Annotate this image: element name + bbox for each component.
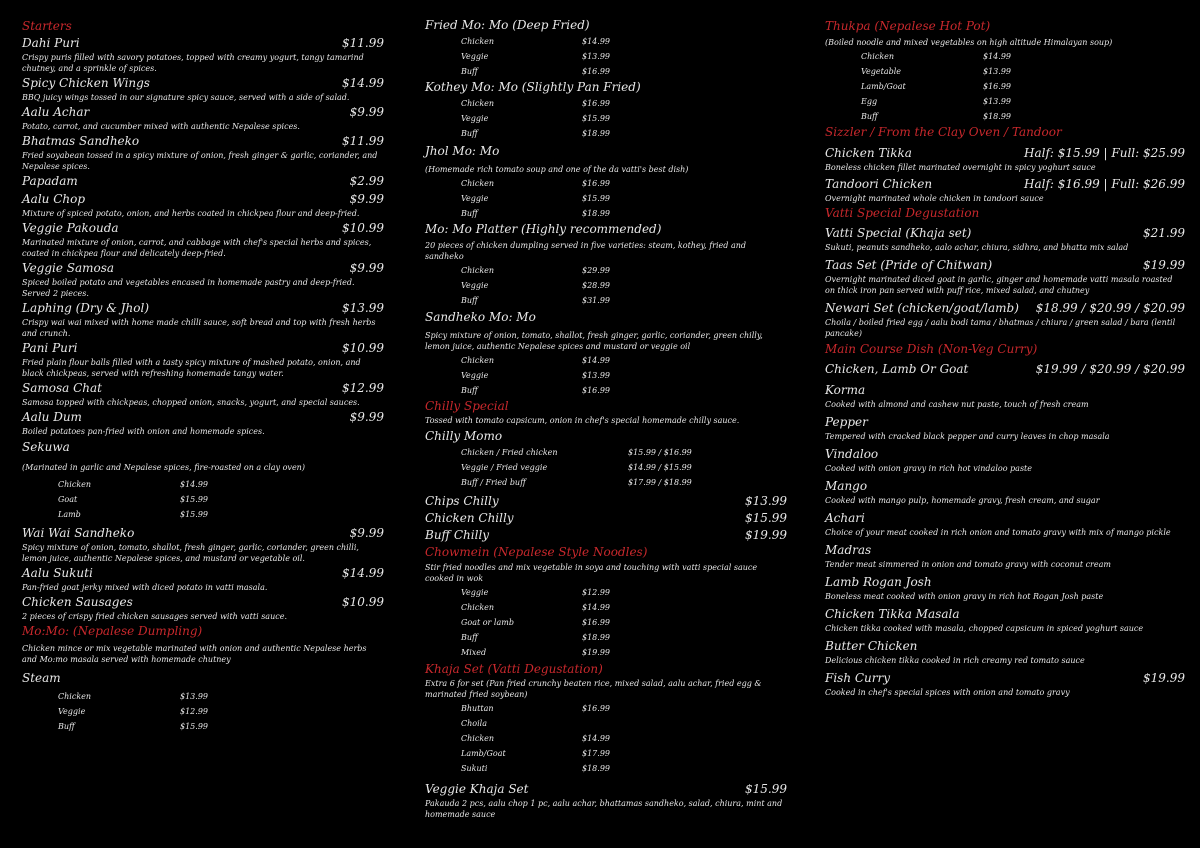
item-description: (Boiled noodle and mixed vegetables on high altitude Himalayan soup) xyxy=(825,38,1113,47)
sub-item-name: Veggie xyxy=(461,281,489,290)
item-price: $11.99 xyxy=(342,36,384,50)
section-heading: Khaja Set (Vatti Degustation) xyxy=(425,662,603,676)
menu-item xyxy=(825,606,1185,623)
sub-item-row xyxy=(425,746,787,761)
sub-item-price: $15.99 / $16.99 xyxy=(628,448,692,457)
sub-item-price: $12.99 xyxy=(582,588,610,597)
item-description: Spicy mixture of onion, tomato, shallot, fresh ginger, garlic, coriander, green chilli, lemon juice, authentic Nepalese spices, and mustard or vegetable oil. xyxy=(22,543,359,563)
sub-item-row xyxy=(22,507,384,522)
sub-item-name: Buff xyxy=(461,633,478,642)
sub-item-price: $16.99 xyxy=(582,704,610,713)
item-description: Cooked with mango pulp, homemade gravy, fresh cream, and sugar xyxy=(825,496,1100,505)
item-price: Half: $16.99 | Full: $26.99 xyxy=(1024,177,1185,191)
sub-item-price: $18.99 xyxy=(582,129,610,138)
item-description: Pan-fried goat jerky mixed with diced potato in vatti masala. xyxy=(22,583,268,592)
sub-item-price: $16.99 xyxy=(582,179,610,188)
sub-item-price: $13.99 xyxy=(180,692,208,701)
menu-item xyxy=(825,542,1185,559)
sub-item-price: $16.99 xyxy=(582,386,610,395)
item-description: Crispy wai wai mixed with home made chilli sauce, soft bread and top with fresh herbs and crunch. xyxy=(22,318,376,338)
menu-item xyxy=(825,225,1185,242)
sub-item-name: Buff xyxy=(461,296,478,305)
item-name: Taas Set (Pride of Chitwan) xyxy=(825,258,993,272)
sub-item-name: Chicken / Fried chicken xyxy=(461,448,558,457)
item-name: Achari xyxy=(825,511,865,525)
section-heading: Mo:Mo: (Nepalese Dumpling) xyxy=(22,624,203,638)
item-name: Bhatmas Sandheko xyxy=(22,134,140,148)
item-name: Tandoori Chicken xyxy=(825,177,933,191)
sub-item-name: Chicken xyxy=(461,734,495,743)
menu-item xyxy=(425,510,787,527)
menu-item xyxy=(22,260,384,277)
sub-item-name: Buff xyxy=(461,67,478,76)
item-name: Wai Wai Sandheko xyxy=(22,526,135,540)
sub-item-row xyxy=(425,191,787,206)
menu-item xyxy=(425,493,787,510)
item-name: Jhol Mo: Mo xyxy=(425,144,500,158)
sub-item-row xyxy=(22,704,384,719)
sub-item-row xyxy=(425,716,787,731)
sub-item-name: Veggie xyxy=(461,114,489,123)
item-price: $11.99 xyxy=(342,134,384,148)
item-price: $15.99 xyxy=(745,782,787,796)
sub-item-price: $14.99 xyxy=(983,52,1011,61)
item-price: $15.99 xyxy=(745,511,787,525)
item-name: Aalu Dum xyxy=(22,410,82,424)
item-price: $9.99 xyxy=(349,192,384,206)
item-name: Chicken, Lamb Or Goat xyxy=(825,362,969,376)
sub-item-name: Buff xyxy=(861,112,878,121)
item-price: Half: $15.99 | Full: $25.99 xyxy=(1024,146,1185,160)
item-price: $13.99 xyxy=(745,494,787,508)
sub-item-name: Chicken xyxy=(861,52,895,61)
sub-item-row xyxy=(425,600,787,615)
menu-item xyxy=(825,176,1185,193)
item-name: Chips Chilly xyxy=(425,494,499,508)
item-price: $14.99 xyxy=(342,76,384,90)
menu-item xyxy=(22,75,384,92)
sub-item-name: Bhuttan xyxy=(461,704,494,713)
menu-column-1 xyxy=(22,0,384,734)
menu-item xyxy=(825,446,1185,463)
item-price: $18.99 / $20.99 / $20.99 xyxy=(1035,301,1185,315)
item-price: $19.99 / $20.99 / $20.99 xyxy=(1035,362,1185,376)
sub-item-price: $14.99 xyxy=(582,603,610,612)
menu-item xyxy=(22,220,384,237)
sub-item-name: Chicken xyxy=(461,99,495,108)
sub-item-price: $13.99 xyxy=(983,97,1011,106)
sub-item-price: $14.99 xyxy=(180,480,208,489)
menu-item xyxy=(22,380,384,397)
sub-item-row xyxy=(425,64,787,79)
section-heading: Starters xyxy=(22,19,72,33)
sub-item-price: $14.99 / $15.99 xyxy=(628,463,692,472)
item-name: Fried Mo: Mo (Deep Fried) xyxy=(425,18,590,32)
item-description: Tempered with cracked black pepper and curry leaves in chop masala xyxy=(825,432,1110,441)
item-description: Chicken tikka cooked with masala, chopped capsicum in spiced yoghurt sauce xyxy=(825,624,1144,633)
item-description: BBQ juicy wings tossed in our signature spicy sauce, served with a side of salad. xyxy=(22,93,350,102)
sub-item-row xyxy=(425,761,787,776)
menu-item xyxy=(825,361,1185,378)
item-description: Cooked in chef's special spices with onion and tomato gravy xyxy=(825,688,1070,697)
item-price: $9.99 xyxy=(349,526,384,540)
sub-item-row xyxy=(425,278,787,293)
item-name: Korma xyxy=(825,383,866,397)
sub-item-row xyxy=(825,79,1185,94)
item-name: Mo: Mo Platter (Highly recommended) xyxy=(425,222,662,236)
item-name: Spicy Chicken Wings xyxy=(22,76,150,90)
sub-item-name: Buff xyxy=(461,386,478,395)
sub-item-name: Vegetable xyxy=(861,67,902,76)
sub-item-name: Lamb/Goat xyxy=(861,82,906,91)
item-description: Mixture of spiced potato, onion, and herbs coated in chickpea flour and deep-fried. xyxy=(22,209,360,218)
item-price: $21.99 xyxy=(1143,226,1185,240)
item-description: Delicious chicken tikka cooked in rich creamy red tomato sauce xyxy=(825,656,1085,665)
sub-item-row xyxy=(425,383,787,398)
item-name: Sekuwa xyxy=(22,440,70,454)
item-price: $9.99 xyxy=(349,261,384,275)
item-price: $19.99 xyxy=(1143,671,1185,685)
sub-item-row xyxy=(425,630,787,645)
sub-item-name: Veggie xyxy=(461,194,489,203)
item-price: $9.99 xyxy=(349,105,384,119)
sub-item-name: Buff xyxy=(58,722,75,731)
item-description: Marinated mixture of onion, carrot, and cabbage with chef's special herbs and spices, coated in chickpea flour and delicately deep-fried. xyxy=(22,238,372,258)
sub-item-price: $16.99 xyxy=(582,618,610,627)
item-description: Spicy mixture of onion, tomato, shallot, fresh ginger, garlic, coriander, green chilly, lemon juice, authentic Nepalese spices and mustard or veggie oil xyxy=(425,331,763,351)
item-name: Dahi Puri xyxy=(22,36,80,50)
item-name: Aalu Chop xyxy=(22,192,86,206)
item-description: Boiled potatoes pan-fried with onion and homemade spices. xyxy=(22,427,265,436)
item-description: Boneless chicken fillet marinated overnight in spicy yoghurt sauce xyxy=(825,163,1096,172)
item-description: 20 pieces of chicken dumpling served in five varieties: steam, kothey, fried and sandheko xyxy=(425,241,746,261)
menu-item xyxy=(22,340,384,357)
item-description: Tender meat simmered in onion and tomato gravy with coconut cream xyxy=(825,560,1111,569)
section-heading: Main Course Dish (Non-Veg Curry) xyxy=(825,342,1038,356)
item-name: Veggie Pakouda xyxy=(22,221,119,235)
sub-item-price: $15.99 xyxy=(180,495,208,504)
sub-item-price: $16.99 xyxy=(582,99,610,108)
sub-item-price: $28.99 xyxy=(582,281,610,290)
menu-item xyxy=(425,79,787,96)
menu-item xyxy=(425,143,787,160)
item-price: $10.99 xyxy=(342,341,384,355)
item-price: $14.99 xyxy=(342,566,384,580)
item-description: Extra 6 for set (Pan fried crunchy beaten rice, mixed salad, aalu achar, fried egg & marinated fried soybean) xyxy=(425,679,762,699)
item-name: Lamb Rogan Josh xyxy=(825,575,932,589)
item-description: Tossed with tomato capsicum, onion in chef's special homemade chilly sauce. xyxy=(425,416,740,425)
menu-item xyxy=(22,409,384,426)
sub-item-price: $14.99 xyxy=(582,356,610,365)
menu-item xyxy=(22,173,384,190)
sub-item-row xyxy=(22,719,384,734)
sub-item-price: $31.99 xyxy=(582,296,610,305)
menu-item xyxy=(825,382,1185,399)
sub-item-row xyxy=(425,353,787,368)
sub-item-name: Mixed xyxy=(461,648,487,657)
item-description: Chicken mince or mix vegetable marinated with onion and authentic Nepalese herbs and Mo:mo masala served with homemade chutney xyxy=(22,644,367,664)
item-description: Pakauda 2 pcs, aalu chop 1 pc, aalu achar, bhattamas sandheko, salad, chiura, mint and homemade sauce xyxy=(425,799,783,819)
item-name: Papadam xyxy=(22,174,78,188)
menu-item xyxy=(825,300,1185,317)
sub-item-name: Buff xyxy=(461,129,478,138)
sub-item-row xyxy=(425,615,787,630)
menu-item xyxy=(425,527,787,544)
sub-item-name: Goat xyxy=(58,495,78,504)
item-name: Steam xyxy=(22,671,61,685)
sub-item-name: Chicken xyxy=(58,480,92,489)
sub-item-price: $17.99 xyxy=(582,749,610,758)
item-name: Veggie Khaja Set xyxy=(425,782,529,796)
item-description: (Homemade rich tomato soup and one of the da vatti's best dish) xyxy=(425,165,689,174)
sub-item-name: Buff / Fried buff xyxy=(461,478,526,487)
item-name: Buff Chilly xyxy=(425,528,490,542)
menu-item xyxy=(22,565,384,582)
sub-item-row xyxy=(425,368,787,383)
menu-item xyxy=(825,145,1185,162)
sub-item-row xyxy=(425,445,787,460)
sub-item-row xyxy=(825,64,1185,79)
menu-item xyxy=(425,17,787,34)
item-name: Chicken Tikka xyxy=(825,146,912,160)
sub-item-name: Chicken xyxy=(461,603,495,612)
menu-item xyxy=(825,257,1185,274)
sub-item-price: $29.99 xyxy=(582,266,610,275)
sub-item-row xyxy=(425,585,787,600)
item-name: Pani Puri xyxy=(22,341,78,355)
sub-item-price: $13.99 xyxy=(983,67,1011,76)
sub-item-row xyxy=(425,263,787,278)
item-price: $12.99 xyxy=(342,381,384,395)
sub-item-row xyxy=(22,477,384,492)
sub-item-row xyxy=(425,645,787,660)
sub-item-price: $14.99 xyxy=(582,734,610,743)
item-price: $9.99 xyxy=(349,410,384,424)
item-name: Veggie Samosa xyxy=(22,261,115,275)
sub-item-price: $15.99 xyxy=(180,722,208,731)
sub-item-row xyxy=(22,492,384,507)
item-description: Potato, carrot, and cucumber mixed with authentic Nepalese spices. xyxy=(22,122,300,131)
menu-item xyxy=(22,104,384,121)
sub-item-row xyxy=(425,475,787,490)
sub-item-price: $18.99 xyxy=(983,112,1011,121)
item-description: Overnight marinated whole chicken in tandoori sauce xyxy=(825,194,1044,203)
item-description: Crispy puris filled with savory potatoes, topped with creamy yogurt, tangy tamarind chutney, and a sprinkle of spices. xyxy=(22,53,364,73)
menu-item xyxy=(425,781,787,798)
sub-item-name: Veggie / Fried veggie xyxy=(461,463,548,472)
item-name: Pepper xyxy=(825,415,868,429)
item-name: Butter Chicken xyxy=(825,639,918,653)
sub-item-row xyxy=(825,49,1185,64)
sub-item-name: Chicken xyxy=(58,692,92,701)
menu-column-2 xyxy=(425,0,787,821)
sub-item-price: $16.99 xyxy=(983,82,1011,91)
item-description: 2 pieces of crispy fried chicken sausages served with vatti sauce. xyxy=(22,612,287,621)
sub-item-row xyxy=(425,460,787,475)
item-name: Fish Curry xyxy=(825,671,891,685)
menu-item xyxy=(22,525,384,542)
item-name: Kothey Mo: Mo (Slightly Pan Fried) xyxy=(425,80,641,94)
item-name: Vatti Special (Khaja set) xyxy=(825,226,972,240)
sub-item-row xyxy=(425,111,787,126)
item-name: Chilly Momo xyxy=(425,429,503,443)
section-heading: Chowmein (Nepalese Style Noodles) xyxy=(425,545,648,559)
sub-item-row xyxy=(425,293,787,308)
menu-item xyxy=(425,221,787,238)
item-description: Sukuti, peanuts sandheko, aalo achar, chiura, sidhra, and bhatta mix salad xyxy=(825,243,1129,252)
sub-item-price: $16.99 xyxy=(582,67,610,76)
section-heading: Vatti Special Degustation xyxy=(825,206,980,220)
sub-item-name: Lamb xyxy=(58,510,81,519)
section-heading: Chilly Special xyxy=(425,399,509,413)
item-name: Mango xyxy=(825,479,868,493)
item-description: Cooked with almond and cashew nut paste, touch of fresh cream xyxy=(825,400,1089,409)
item-price: $10.99 xyxy=(342,221,384,235)
item-name: Madras xyxy=(825,543,872,557)
menu-item xyxy=(22,191,384,208)
sub-item-row xyxy=(825,94,1185,109)
sub-item-name: Veggie xyxy=(461,371,489,380)
menu-item xyxy=(22,35,384,52)
item-price: $2.99 xyxy=(349,174,384,188)
sub-item-row xyxy=(425,126,787,141)
item-name: Chicken Tikka Masala xyxy=(825,607,960,621)
item-description: Choila / boiled fried egg / aalu bodi tama / bhatmas / chiura / green salad / bara (lentil pancake) xyxy=(825,318,1176,338)
sub-item-name: Chicken xyxy=(461,179,495,188)
sub-item-price: $18.99 xyxy=(582,764,610,773)
sub-item-name: Chicken xyxy=(461,37,495,46)
item-name: Sandheko Mo: Mo xyxy=(425,310,536,324)
sub-item-price: $15.99 xyxy=(180,510,208,519)
sub-item-price: $19.99 xyxy=(582,648,610,657)
sub-item-price: $17.99 / $18.99 xyxy=(628,478,692,487)
sub-item-name: Sukuti xyxy=(461,764,488,773)
sub-item-name: Lamb/Goat xyxy=(461,749,506,758)
sub-item-price: $13.99 xyxy=(582,52,610,61)
section-heading: Sizzler / From the Clay Oven / Tandoor xyxy=(825,125,1062,139)
sub-item-row xyxy=(425,176,787,191)
item-price: $19.99 xyxy=(745,528,787,542)
item-name: Aalu Achar xyxy=(22,105,90,119)
item-name: Laphing (Dry & Jhol) xyxy=(22,301,150,315)
sub-item-name: Buff xyxy=(461,209,478,218)
item-description: Fried soyabean tossed in a spicy mixture of onion, fresh ginger & garlic, coriander, and Nepalese spices. xyxy=(22,151,378,171)
menu-item xyxy=(22,300,384,317)
sub-item-row xyxy=(425,206,787,221)
sub-item-row xyxy=(425,701,787,716)
item-name: Vindaloo xyxy=(825,447,879,461)
item-price: $13.99 xyxy=(342,301,384,315)
menu-item xyxy=(825,414,1185,431)
item-description: Stir fried noodles and mix vegetable in soya and touching with vatti special sauce cooked in wok xyxy=(425,563,758,583)
sub-item-name: Chicken xyxy=(461,266,495,275)
sub-item-row xyxy=(425,731,787,746)
sub-item-name: Goat or lamb xyxy=(461,618,514,627)
item-name: Newari Set (chicken/goat/lamb) xyxy=(825,301,1019,315)
item-name: Chicken Sausages xyxy=(22,595,133,609)
item-price: $10.99 xyxy=(342,595,384,609)
item-description: Spiced boiled potato and vegetables encased in homemade pastry and deep-fried. Served 2 pieces. xyxy=(22,278,355,298)
menu-item xyxy=(825,574,1185,591)
menu-item xyxy=(825,670,1185,687)
sub-item-price: $15.99 xyxy=(582,114,610,123)
item-description: Samosa topped with chickpeas, chopped onion, snacks, yogurt, and special sauces. xyxy=(22,398,360,407)
sub-item-price: $14.99 xyxy=(582,37,610,46)
sub-item-price: $15.99 xyxy=(582,194,610,203)
sub-item-name: Veggie xyxy=(461,588,489,597)
sub-item-row xyxy=(425,96,787,111)
sub-item-row xyxy=(22,689,384,704)
menu-column-3 xyxy=(825,0,1185,699)
sub-item-price: $18.99 xyxy=(582,633,610,642)
sub-item-row xyxy=(425,49,787,64)
sub-item-price: $12.99 xyxy=(180,707,208,716)
menu-item xyxy=(22,133,384,150)
menu-item xyxy=(22,594,384,611)
sub-item-name: Egg xyxy=(861,97,878,106)
menu-item xyxy=(825,638,1185,655)
item-description: Choice of your meat cooked in rich onion and tomato gravy with mix of mango pickle xyxy=(825,528,1171,537)
item-description: Boneless meat cooked with onion gravy in rich hot Rogan Josh paste xyxy=(825,592,1104,601)
sub-item-name: Veggie xyxy=(461,52,489,61)
sub-item-row xyxy=(825,109,1185,124)
item-description: Fried plain flour balls filled with a tasty spicy mixture of mashed potato, onion, and black chickpeas, served with refreshing homemade tangy water. xyxy=(22,358,361,378)
menu-item xyxy=(22,670,384,687)
sub-item-name: Chicken xyxy=(461,356,495,365)
menu-item xyxy=(425,428,787,445)
item-description: Overnight marinated diced goat in garlic, ginger and homemade vatti masala roasted on thick iron pan served with puff rice, mixed salad, and chutney xyxy=(825,275,1173,295)
menu-item xyxy=(825,478,1185,495)
item-price: $19.99 xyxy=(1143,258,1185,272)
menu-item xyxy=(825,510,1185,527)
menu-item xyxy=(425,309,787,326)
section-heading: Thukpa (Nepalese Hot Pot) xyxy=(825,19,991,33)
sub-item-row xyxy=(425,34,787,49)
item-description: (Marinated in garlic and Nepalese spices, fire-roasted on a clay oven) xyxy=(22,463,305,472)
sub-item-price: $18.99 xyxy=(582,209,610,218)
item-name: Samosa Chat xyxy=(22,381,102,395)
menu-item xyxy=(22,439,384,456)
sub-item-price: $13.99 xyxy=(582,371,610,380)
sub-item-name: Veggie xyxy=(58,707,86,716)
item-name: Chicken Chilly xyxy=(425,511,514,525)
item-description: Cooked with onion gravy in rich hot vindaloo paste xyxy=(825,464,1032,473)
item-name: Aalu Sukuti xyxy=(22,566,93,580)
sub-item-name: Choila xyxy=(461,719,487,728)
